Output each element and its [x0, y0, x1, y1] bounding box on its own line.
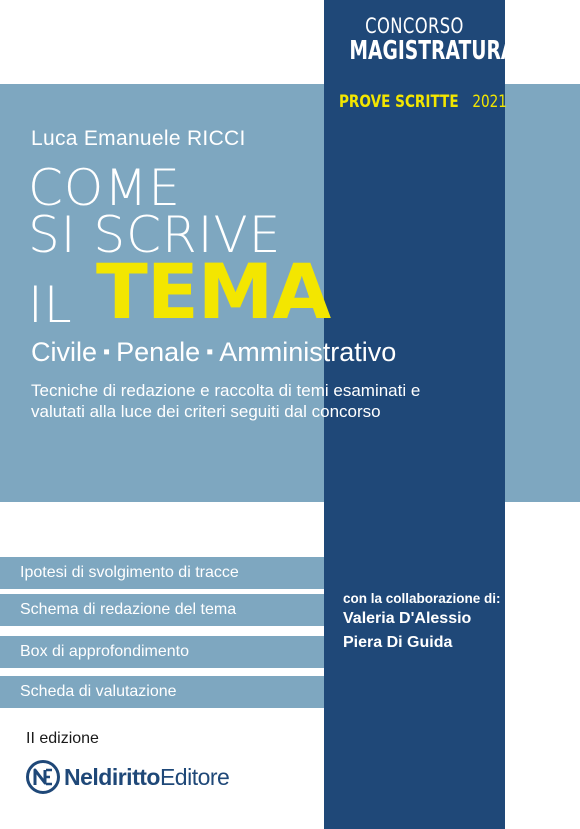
- series-line-1: CONCORSO: [365, 14, 464, 38]
- series-line-2: MAGISTRATURA: [349, 36, 516, 66]
- title-line-1: COME: [28, 159, 181, 217]
- subjects-line: [31, 337, 396, 368]
- subject-amministrativo: Amministrativo: [219, 337, 397, 367]
- series-year: 2021: [472, 92, 507, 112]
- collaborator-name: Valeria D'Alessio: [343, 610, 472, 627]
- feature-item: Ipotesi di svolgimento di tracce: [0, 557, 324, 589]
- series-subtitle: [324, 92, 505, 112]
- subject-penale: Penale: [116, 337, 201, 367]
- feature-item: Box di approfondimento: [0, 636, 324, 668]
- title-line-2: SI SCRIVE: [28, 206, 282, 264]
- author-name: Luca Emanuele RICCI: [31, 127, 246, 150]
- feature-item: Schema di redazione del tema: [0, 594, 324, 626]
- publisher-logo: [26, 760, 229, 794]
- description: Tecniche di redazione e raccolta di temi esaminati e valutati alla luce dei criteri seguiti dal concorso: [31, 381, 421, 421]
- publisher-name-a: Neldiritto: [64, 763, 160, 790]
- publisher-name-b: Editore: [159, 763, 230, 790]
- collaborator-name: Piera Di Guida: [343, 634, 453, 651]
- series-prove: PROVE SCRITTE: [338, 92, 459, 112]
- title-line-3-left: IL: [28, 276, 73, 334]
- publisher-name: [64, 764, 229, 791]
- ne-monogram-icon: [26, 760, 60, 794]
- collaboration-label: con la collaborazione di:: [343, 591, 501, 606]
- separator-icon: ▪: [103, 341, 111, 363]
- series-label: [324, 14, 516, 66]
- separator-icon: ▪: [206, 341, 214, 363]
- feature-item: Scheda di valutazione: [0, 676, 324, 708]
- title-highlight: TEMA: [96, 247, 331, 336]
- edition-label: II edizione: [26, 730, 99, 747]
- subject-civile: Civile: [31, 337, 98, 367]
